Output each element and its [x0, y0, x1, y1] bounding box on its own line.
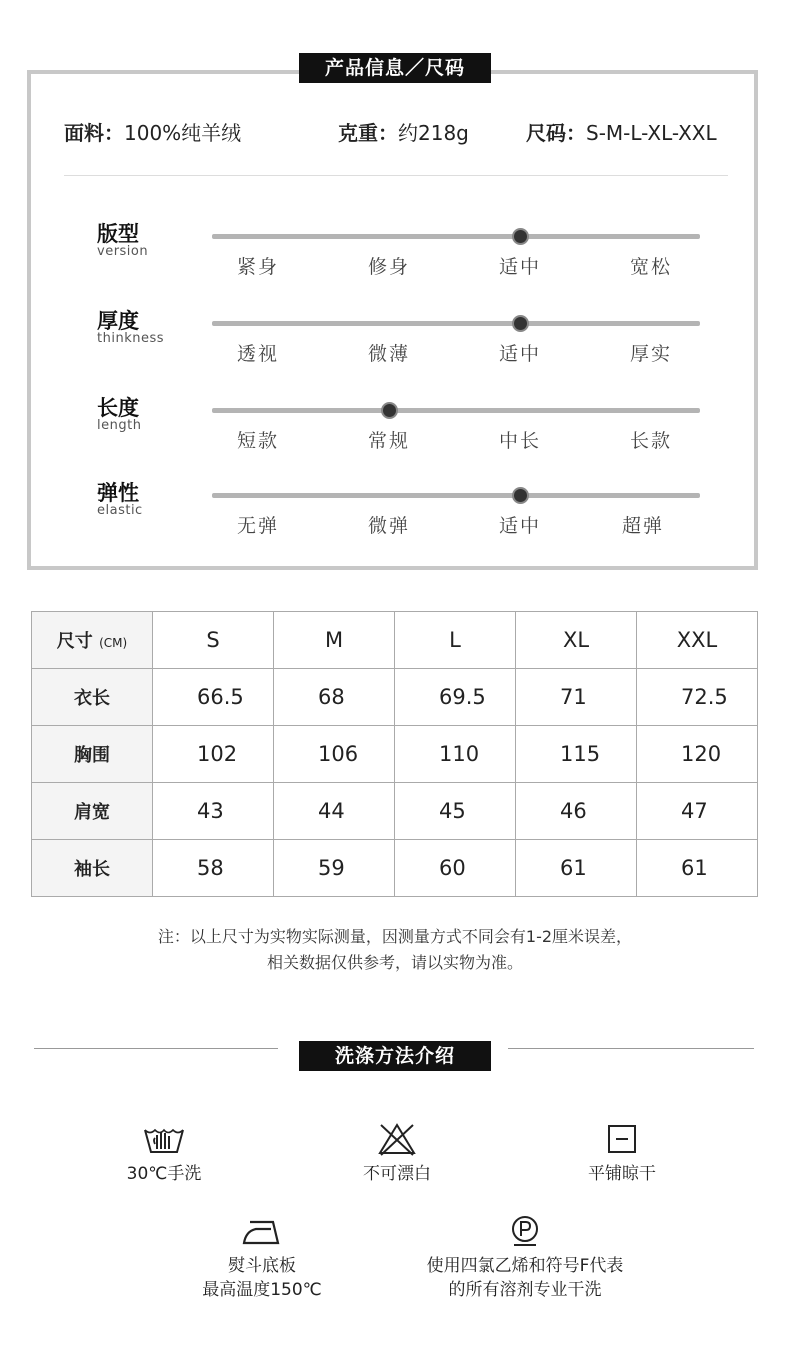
size-key: 尺码：	[526, 121, 586, 145]
wash-divider-left	[34, 1048, 278, 1049]
attribute-option: 无弹	[236, 515, 280, 537]
attribute-option: 修身	[367, 256, 411, 278]
fabric-key: 面料：	[64, 121, 124, 145]
attribute-row-length	[0, 392, 790, 462]
wash-divider-right	[508, 1048, 754, 1049]
table-cell: 72.5	[637, 669, 758, 726]
table-row	[32, 840, 758, 897]
wash-item-flat-dry	[562, 1122, 682, 1186]
table-cell: 43	[153, 783, 274, 840]
attribute-option: 微弹	[367, 515, 411, 537]
wash-item-hand-wash	[104, 1122, 224, 1186]
wash-label: 30℃手洗	[126, 1164, 202, 1184]
attribute-knob	[512, 487, 529, 504]
size-header-cell: L	[395, 612, 516, 669]
table-cell: 115	[516, 726, 637, 783]
row-label-cell: 胸围	[32, 726, 153, 783]
table-corner-cell	[32, 612, 153, 669]
table-cell: 102	[153, 726, 274, 783]
iron-icon	[240, 1214, 284, 1248]
row-label-cell: 肩宽	[32, 783, 153, 840]
table-row	[32, 669, 758, 726]
attribute-option: 适中	[498, 256, 542, 278]
table-row	[32, 726, 758, 783]
attribute-label-en: length	[97, 418, 142, 433]
size-spec	[526, 117, 717, 146]
attribute-label-cn: 厚度	[97, 309, 139, 333]
attribute-option: 短款	[236, 430, 280, 452]
product-info-title: 产品信息／尺码	[299, 53, 491, 83]
wash-title: 洗涤方法介绍	[299, 1041, 491, 1071]
table-cell: 120	[637, 726, 758, 783]
size-note-line1: 注：以上尺寸为实物实际测量，因测量方式不同会有1-2厘米误差，	[157, 927, 633, 946]
table-cell: 61	[516, 840, 637, 897]
table-cell: 110	[395, 726, 516, 783]
fabric-spec	[64, 117, 241, 146]
attribute-label-en: version	[97, 244, 149, 259]
wash-item-no-bleach	[337, 1122, 457, 1186]
row-label-cell: 袖长	[32, 840, 153, 897]
table-cell: 44	[274, 783, 395, 840]
attribute-label-en: elastic	[97, 503, 143, 518]
wash-label: 的所有溶剂专业干洗	[448, 1280, 602, 1300]
table-header-row	[32, 612, 758, 669]
table-cell: 61	[637, 840, 758, 897]
attribute-track	[212, 234, 700, 239]
wash-label: 熨斗底板	[228, 1256, 296, 1276]
table-cell: 47	[637, 783, 758, 840]
wash-label: 平铺晾干	[588, 1164, 656, 1184]
no-bleach-icon	[377, 1122, 417, 1156]
weight-spec	[338, 117, 469, 146]
row-label-cell: 衣长	[32, 669, 153, 726]
size-note-line2: 相关数据仅供参考，请以实物为准。	[266, 953, 523, 972]
attribute-row-elastic	[0, 477, 790, 547]
attribute-track	[212, 321, 700, 326]
attribute-knob	[381, 402, 398, 419]
table-corner-label: 尺寸	[56, 631, 93, 652]
attribute-option: 厚实	[629, 343, 673, 365]
attribute-knob	[512, 315, 529, 332]
table-cell: 46	[516, 783, 637, 840]
size-table	[31, 611, 758, 897]
attribute-option: 宽松	[629, 256, 673, 278]
info-divider	[64, 175, 728, 176]
wash-label: 不可漂白	[363, 1164, 431, 1184]
attribute-row-version	[0, 218, 790, 288]
attribute-option: 长款	[629, 430, 673, 452]
table-unit: (CM)	[99, 636, 128, 650]
size-value: S-M-L-XL-XXL	[586, 121, 717, 145]
size-header-cell: XXL	[637, 612, 758, 669]
attribute-label-cn: 弹性	[97, 481, 139, 505]
attribute-option: 常规	[367, 430, 411, 452]
attribute-track	[212, 408, 700, 413]
size-header-cell: M	[274, 612, 395, 669]
dry-clean-p-icon	[508, 1214, 542, 1248]
size-header-cell: S	[153, 612, 274, 669]
size-header-cell: XL	[516, 612, 637, 669]
table-row	[32, 783, 758, 840]
table-cell: 68	[274, 669, 395, 726]
table-cell: 60	[395, 840, 516, 897]
hand-wash-icon	[142, 1122, 186, 1156]
attribute-label-en: thinkness	[97, 331, 164, 346]
flat-dry-icon	[605, 1122, 639, 1156]
table-cell: 66.5	[153, 669, 274, 726]
attribute-option: 紧身	[236, 256, 280, 278]
attribute-option: 微薄	[367, 343, 411, 365]
table-cell: 106	[274, 726, 395, 783]
weight-key: 克重：	[338, 121, 398, 145]
table-cell: 45	[395, 783, 516, 840]
attribute-row-thickness	[0, 305, 790, 375]
attribute-track	[212, 493, 700, 498]
table-cell: 58	[153, 840, 274, 897]
table-cell: 69.5	[395, 669, 516, 726]
attribute-option: 适中	[498, 343, 542, 365]
fabric-value: 100%纯羊绒	[124, 121, 242, 145]
attribute-option: 适中	[498, 515, 542, 537]
table-cell: 71	[516, 669, 637, 726]
attribute-option: 中长	[498, 430, 542, 452]
wash-label: 最高温度150℃	[202, 1280, 322, 1300]
attribute-option: 超弹	[621, 515, 665, 537]
table-cell: 59	[274, 840, 395, 897]
attribute-option: 透视	[236, 343, 280, 365]
attribute-label-cn: 长度	[97, 396, 139, 420]
wash-item-dry-clean	[395, 1214, 655, 1302]
attribute-label-cn: 版型	[97, 222, 139, 246]
wash-label: 使用四氯乙烯和符号F代表	[426, 1256, 624, 1276]
weight-value: 约218g	[398, 121, 469, 145]
attribute-knob	[512, 228, 529, 245]
wash-item-iron	[182, 1214, 342, 1302]
